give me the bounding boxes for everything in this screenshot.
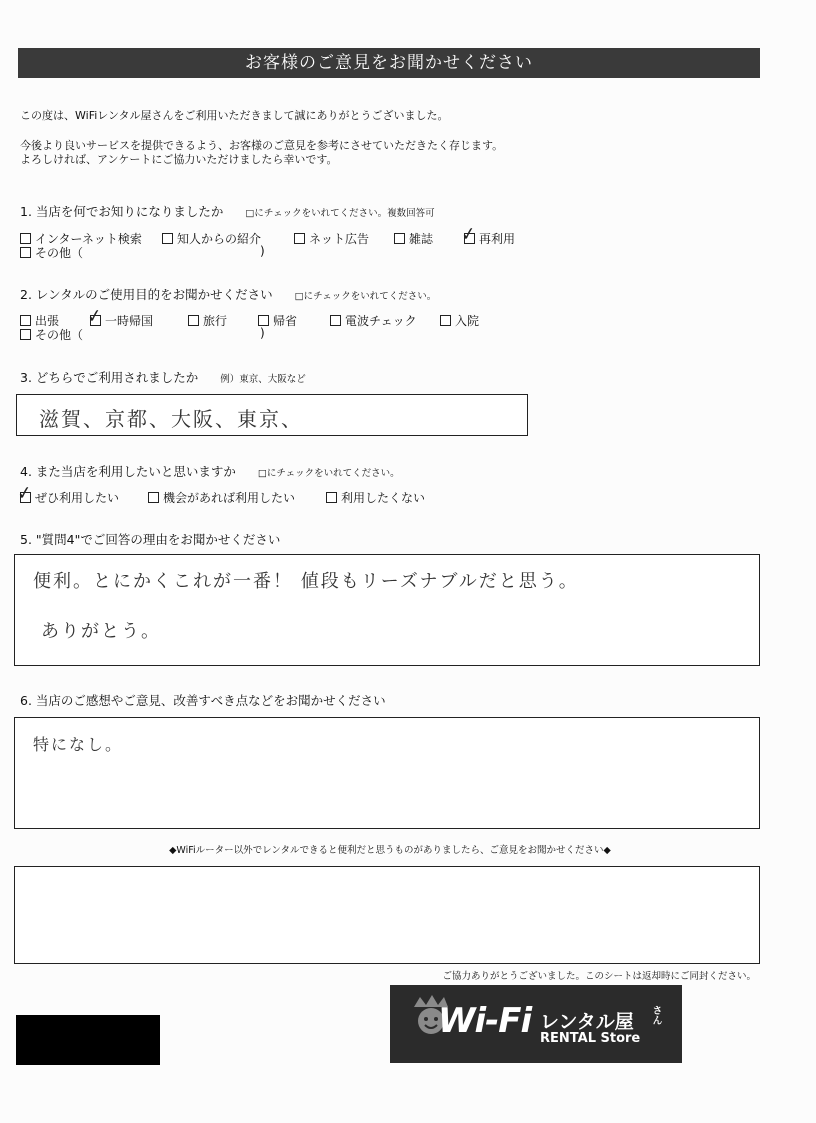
intro-line-1: この度は、WiFiレンタル屋さんをご利用いただきまして誠にありがとうございました。 [20, 109, 449, 122]
option-label: 雑誌 [409, 232, 434, 246]
option-label: 再利用 [479, 232, 516, 246]
logo-en-text: RENTAL Store [540, 1031, 641, 1046]
checkbox-checked[interactable] [459, 223, 478, 246]
checkbox[interactable] [20, 247, 31, 258]
q2-options [20, 305, 760, 328]
q7-answer-box[interactable] [14, 866, 760, 964]
intro-line-3: よろしければ、アンケートにご協力いただけましたら幸いです。 [20, 153, 338, 166]
checkbox[interactable] [294, 233, 305, 244]
checkbox[interactable] [20, 315, 31, 326]
q3-answer-box[interactable] [16, 394, 528, 436]
q2-option-hospital[interactable] [440, 312, 479, 329]
checkbox[interactable] [326, 492, 337, 503]
check-mark-icon: ✓ [459, 223, 478, 246]
option-label: 入院 [455, 314, 480, 328]
q5-answer-line-1: 便利。とにかくこれが一番！ 値段もリーズナブルだと思う。 [33, 571, 579, 592]
checkbox[interactable] [258, 315, 269, 326]
q3-note: 例）東京、大阪など [220, 374, 306, 385]
q2-option-travel[interactable] [188, 312, 227, 329]
q3-answer-text: 滋賀、京都、大阪、東京、 [39, 407, 303, 431]
q1-option-referral[interactable] [162, 230, 261, 247]
q1-other-close: ) [260, 244, 265, 258]
q6-answer-box[interactable] [14, 717, 760, 829]
option-label: 利用したくない [341, 491, 426, 505]
option-label: ぜひ利用したい [35, 491, 120, 505]
logo-graphic [390, 985, 682, 1063]
q2-other-close: ) [260, 326, 265, 340]
q6-answer-text: 特になし。 [33, 735, 124, 754]
q4-option-definitely[interactable] [15, 482, 120, 506]
q2-option-signal-check[interactable] [330, 312, 417, 329]
q1-option-other[interactable] [20, 244, 83, 261]
checkbox[interactable] [20, 329, 31, 340]
checkbox[interactable] [330, 315, 341, 326]
option-label: 帰省 [273, 314, 298, 328]
q4-heading [20, 462, 400, 480]
checkbox[interactable] [20, 233, 31, 244]
q3-label: 3. どちらでご利用されましたか [20, 370, 199, 385]
option-label: 電波チェック [345, 314, 417, 328]
q1-option-magazine[interactable] [394, 230, 433, 247]
q1-option-net-ad[interactable] [294, 230, 369, 247]
survey-title: お客様のご意見をお聞かせください [18, 48, 760, 78]
q4-label: 4. また当店を利用したいと思いますか [20, 464, 236, 479]
q2-option-temp-return[interactable] [85, 305, 154, 329]
q5-answer-line-2: ありがとう。 [41, 621, 161, 642]
q5-heading: 5. "質問4"でご回答の理由をお聞かせください [20, 532, 281, 547]
checkbox[interactable] [148, 492, 159, 503]
checkbox[interactable] [394, 233, 405, 244]
q1-options [20, 223, 760, 246]
q1-label: 1. 当店を何でお知りになりましたか [20, 204, 224, 219]
q4-option-if-chance[interactable] [148, 489, 295, 506]
q1-heading [20, 202, 435, 220]
option-label: 知人からの紹介 [177, 232, 262, 246]
logo-wifi-text: Wi-Fi [438, 1001, 532, 1041]
check-mark-icon: ✓ [85, 305, 104, 328]
option-label: その他（ [35, 328, 84, 342]
option-label: インターネット検索 [35, 232, 142, 246]
check-mark-icon: ✓ [15, 482, 34, 505]
checkbox[interactable] [440, 315, 451, 326]
q5-answer-box[interactable] [14, 554, 760, 666]
q3-heading [20, 368, 306, 386]
footer-thanks: ご協力ありがとうございました。このシートは返却時にご同封ください。 [442, 971, 756, 982]
option-label: ネット広告 [309, 232, 370, 246]
q4-options [15, 482, 760, 505]
q2-heading [20, 285, 436, 303]
intro-line-2: 今後より良いサービスを提供できるよう、お客様のご意見を参考にさせていただきたく存じます。 [20, 139, 504, 152]
q4-note: □にチェックをいれてください。 [257, 468, 400, 479]
logo-jp-text: レンタル屋 [540, 1011, 634, 1033]
option-label: 出張 [35, 314, 60, 328]
q2-option-other[interactable] [20, 326, 83, 343]
checkbox[interactable] [188, 315, 199, 326]
checkbox-checked[interactable] [85, 305, 104, 328]
checkbox-checked[interactable] [15, 482, 34, 505]
q7-heading: ◆WiFiルーター以外でレンタルできると便利だと思うものがありましたら、ご意見をお聞かせください◆ [169, 845, 611, 856]
option-label: 旅行 [203, 314, 228, 328]
q4-option-no[interactable] [326, 489, 425, 506]
q6-heading: 6. 当店のご感想やご意見、改善すべき点などをお聞かせください [20, 693, 386, 708]
q1-note: □にチェックをいれてください。複数回答可 [245, 208, 435, 219]
q2-note: □にチェックをいれてください。 [294, 291, 437, 302]
company-logo [390, 985, 682, 1063]
option-label: その他（ [35, 246, 84, 260]
q1-option-reuse[interactable] [459, 223, 516, 247]
option-label: 機会があれば利用したい [163, 491, 296, 505]
q2-label: 2. レンタルのご使用目的をお聞かせください [20, 287, 273, 302]
option-label: 一時帰国 [105, 314, 154, 328]
redaction-block [16, 1015, 160, 1065]
logo-san-text: さん [650, 1005, 661, 1025]
checkbox[interactable] [162, 233, 173, 244]
